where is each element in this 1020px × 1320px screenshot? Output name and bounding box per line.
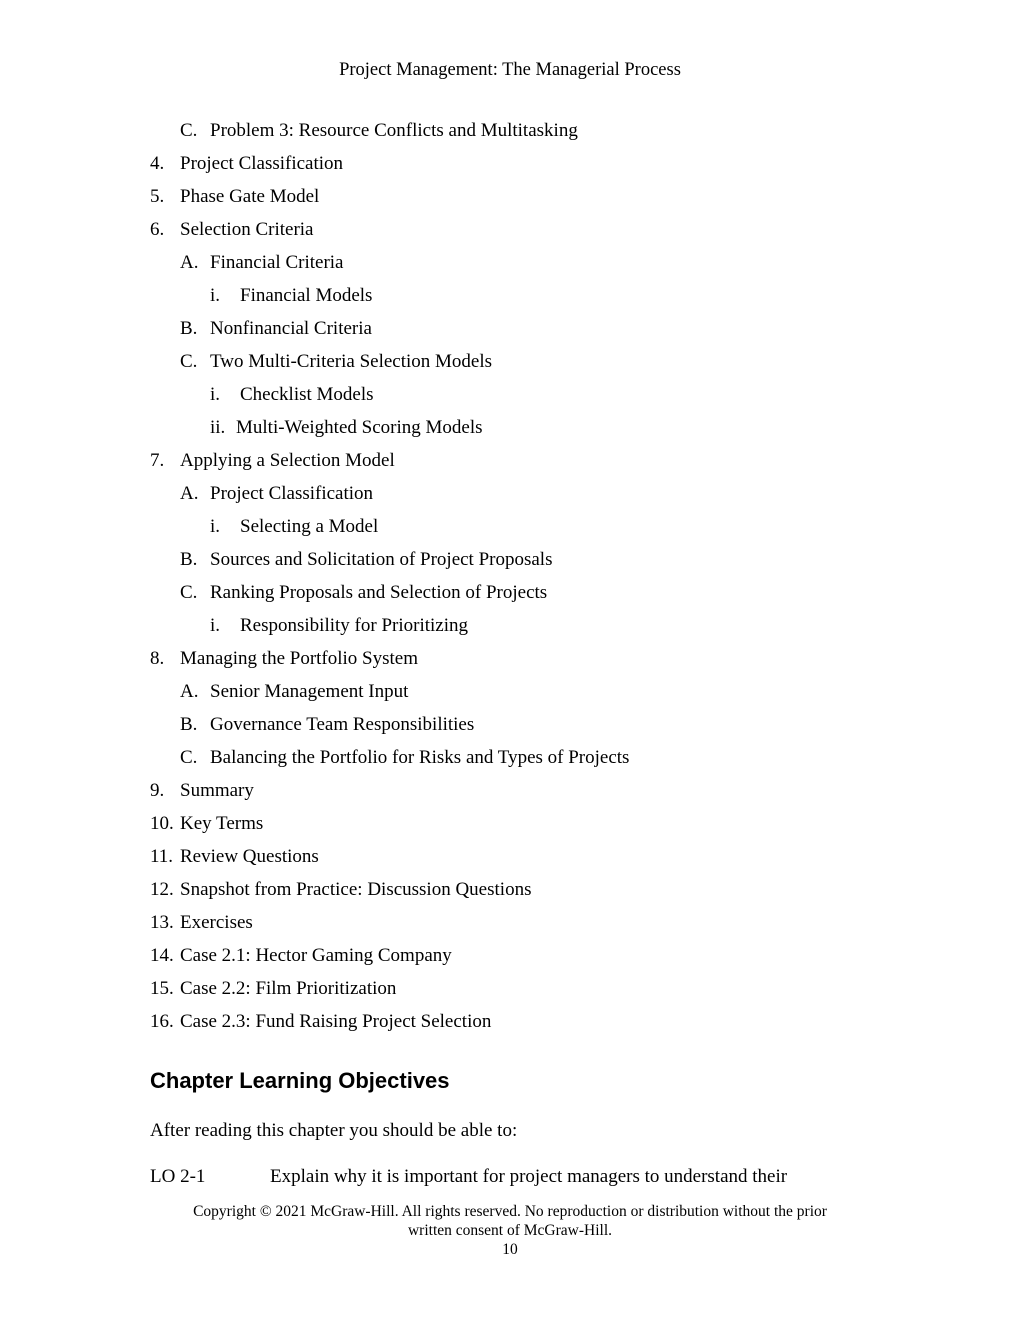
- outline-item-number: A.: [180, 483, 199, 504]
- outline-item-text: Governance Team Responsibilities: [210, 714, 475, 735]
- outline-item-text: Project Classification: [180, 153, 344, 174]
- outline-item-text: Multi-Weighted Scoring Models: [236, 417, 483, 438]
- outline-item-text: Review Questions: [180, 846, 319, 867]
- outline-item-text: Sources and Solicitation of Project Proposals: [210, 549, 553, 570]
- outline-item-number: i.: [210, 384, 221, 405]
- outline-item-number: B.: [180, 714, 198, 735]
- objective-text: Explain why it is important for project managers to understand their: [270, 1166, 788, 1187]
- outline-item-text: Applying a Selection Model: [180, 450, 395, 471]
- outline-item-text: Summary: [180, 780, 254, 801]
- outline-item-number: 12.: [150, 879, 174, 900]
- outline-item-text: Problem 3: Resource Conflicts and Multitasking: [210, 120, 578, 141]
- outline-item-text: Checklist Models: [240, 384, 374, 405]
- outline-item-text: Selection Criteria: [180, 219, 314, 240]
- outline-item-text: Key Terms: [180, 813, 264, 834]
- copyright-line-2: written consent of McGraw-Hill.: [407, 1222, 613, 1239]
- outline-item-number: 15.: [150, 978, 174, 999]
- outline-item-number: 11.: [150, 846, 174, 867]
- outline-item-number: B.: [180, 549, 198, 570]
- copyright-line-1: Copyright © 2021 McGraw-Hill. All rights reserved. No reproduction or distribution without the prior: [193, 1203, 827, 1220]
- outline-item-number: C.: [180, 582, 198, 603]
- outline-item-text: Case 2.1: Hector Gaming Company: [180, 945, 452, 966]
- outline-item-number: i.: [210, 516, 221, 537]
- outline-item-text: Exercises: [180, 912, 253, 933]
- outline-item-text: Snapshot from Practice: Discussion Questions: [180, 879, 532, 900]
- outline-item-text: Phase Gate Model: [180, 186, 320, 207]
- outline-item-number: C.: [180, 351, 198, 372]
- page-footer: [0, 1202, 1020, 1259]
- outline-item-text: Nonfinancial Criteria: [210, 318, 372, 339]
- outline-item-number: 7.: [150, 450, 165, 471]
- outline-item-number: C.: [180, 747, 198, 768]
- outline-item-text: Financial Criteria: [210, 252, 344, 273]
- outline-item-number: B.: [180, 318, 198, 339]
- outline-item-number: C.: [180, 120, 198, 141]
- outline-item-number: 16.: [150, 1011, 174, 1032]
- outline-item-text: Responsibility for Prioritizing: [240, 615, 468, 636]
- outline-item-number: 14.: [150, 945, 174, 966]
- outline-item-number: 5.: [150, 186, 165, 207]
- outline-item-text: Managing the Portfolio System: [180, 648, 419, 669]
- running-header: Project Management: The Managerial Process: [339, 60, 681, 80]
- outline-item-number: i.: [210, 285, 221, 306]
- outline-item-text: Project Classification: [210, 483, 374, 504]
- outline-item-number: i.: [210, 615, 221, 636]
- outline-item-text: Financial Models: [240, 285, 373, 306]
- outline-item-text: Two Multi-Criteria Selection Models: [210, 351, 493, 372]
- outline-item-text: Selecting a Model: [240, 516, 379, 537]
- section-heading: Chapter Learning Objectives: [150, 1068, 450, 1093]
- outline-item-number: A.: [180, 252, 199, 273]
- outline-item-number: 13.: [150, 912, 174, 933]
- objective-code: LO 2-1: [150, 1166, 206, 1187]
- outline-item-number: 8.: [150, 648, 165, 669]
- outline-item-number: A.: [180, 681, 199, 702]
- intro-paragraph: After reading this chapter you should be able to:: [150, 1120, 518, 1141]
- outline-item-number: ii.: [210, 417, 226, 438]
- outline-item-text: Case 2.3: Fund Raising Project Selection: [180, 1011, 492, 1032]
- outline-item-number: 10.: [150, 813, 174, 834]
- outline-item-text: Ranking Proposals and Selection of Projects: [210, 582, 548, 603]
- outline-item-number: 4.: [150, 153, 165, 174]
- outline-item-text: Senior Management Input: [210, 681, 409, 702]
- outline-item-number: 6.: [150, 219, 165, 240]
- outline-item-text: Case 2.2: Film Prioritization: [180, 978, 397, 999]
- outline-item-text: Balancing the Portfolio for Risks and Types of Projects: [210, 747, 630, 768]
- page-number: 10: [502, 1241, 518, 1258]
- outline-item-number: 9.: [150, 780, 165, 801]
